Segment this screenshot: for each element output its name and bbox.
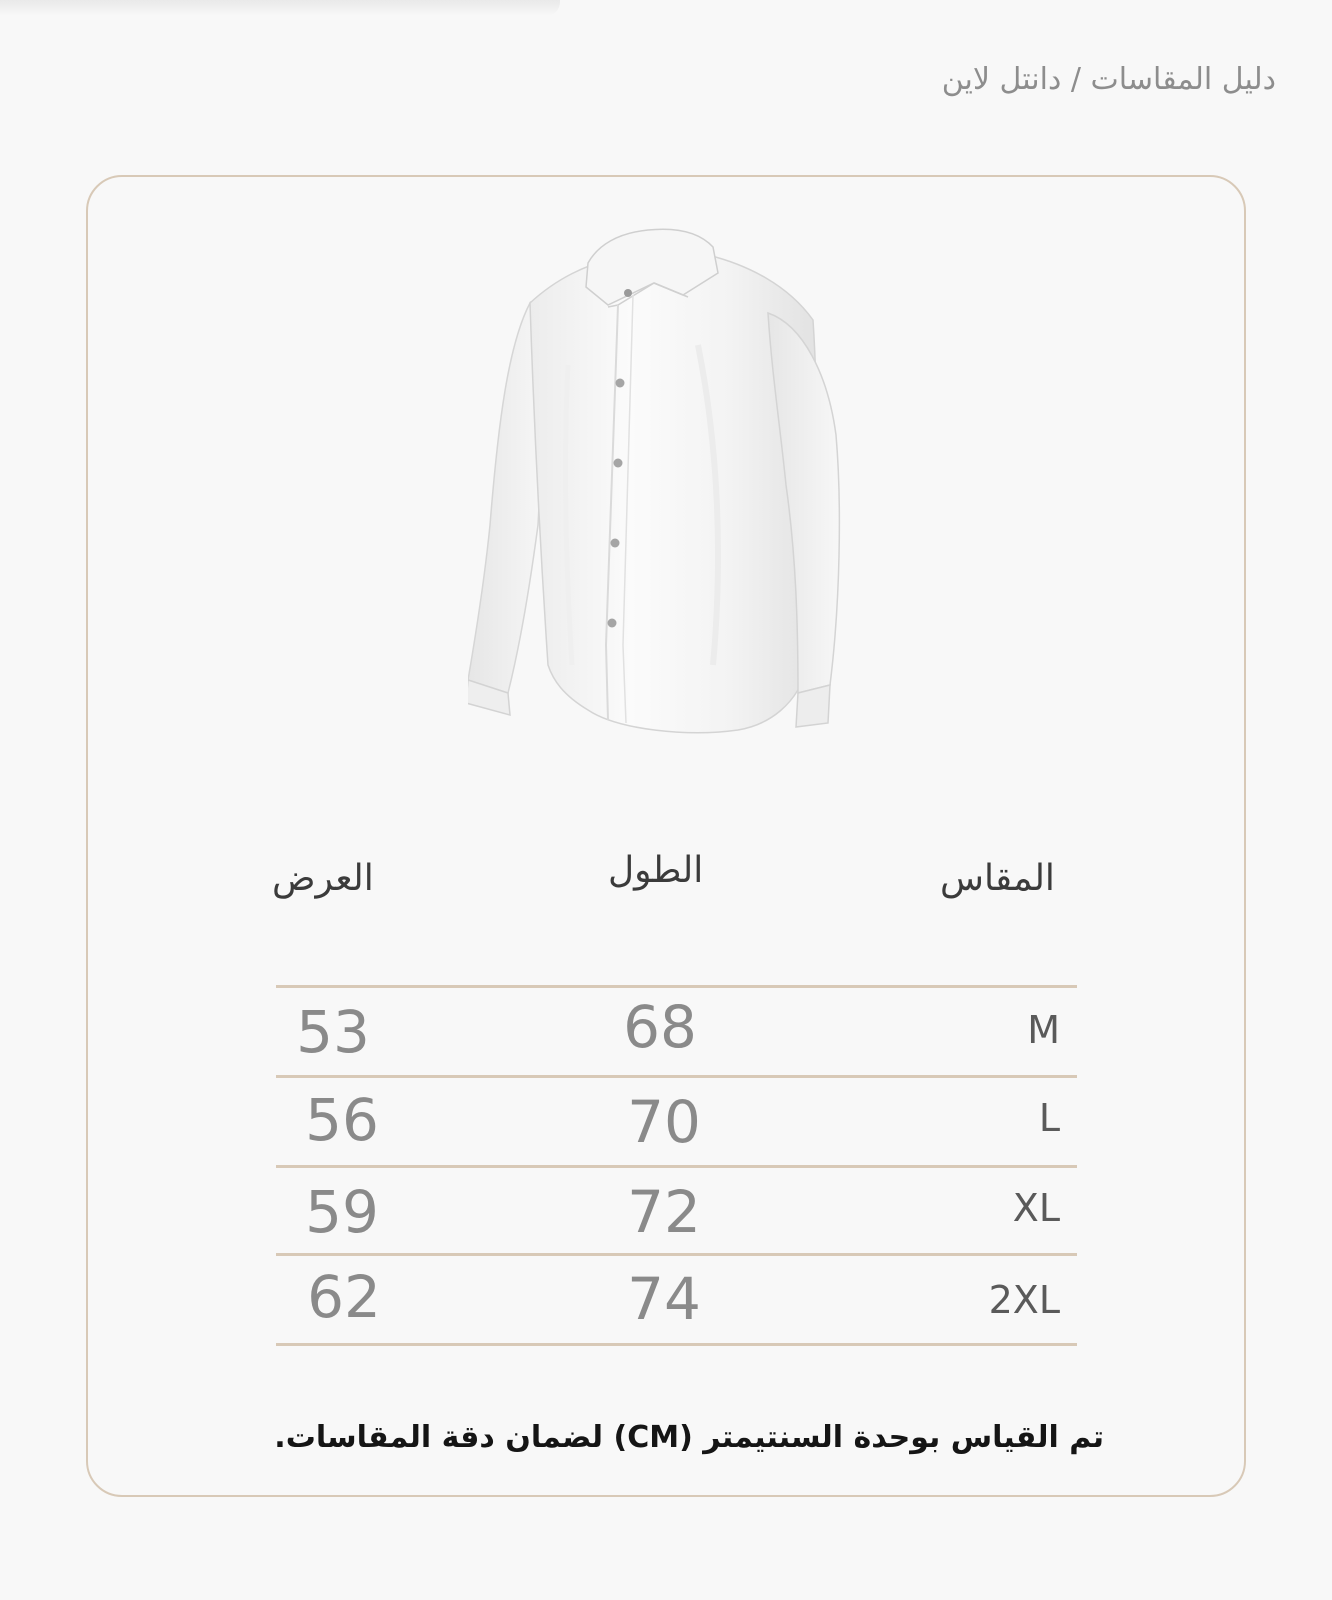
top-strip (0, 0, 560, 16)
length-cell: 74 (627, 1265, 701, 1333)
length-cell: 70 (627, 1088, 701, 1156)
header-size: المقاس (940, 858, 1055, 899)
width-cell: 59 (305, 1178, 379, 1246)
length-cell: 72 (627, 1178, 701, 1246)
length-cell: 68 (623, 993, 697, 1061)
table-divider (276, 1253, 1077, 1256)
header-width: العرض (272, 858, 374, 899)
size-cell: 2XL (988, 1278, 1060, 1322)
shirt-image (468, 225, 868, 745)
size-cell: L (1038, 1096, 1060, 1140)
table-divider (276, 1343, 1077, 1346)
table-divider (276, 985, 1077, 988)
table-divider (276, 1165, 1077, 1168)
size-cell: XL (1012, 1186, 1060, 1230)
table-divider (276, 1075, 1077, 1078)
breadcrumb: دليل المقاسات / دانتل لاين (941, 62, 1276, 97)
width-cell: 62 (307, 1263, 381, 1331)
width-cell: 53 (296, 998, 370, 1066)
size-cell: M (1027, 1008, 1060, 1052)
header-length: الطول (608, 850, 704, 891)
measurement-note: تم القياس بوحدة السنتيمتر (CM) لضمان دقة المقاسات. (274, 1420, 1104, 1455)
width-cell: 56 (305, 1086, 379, 1154)
